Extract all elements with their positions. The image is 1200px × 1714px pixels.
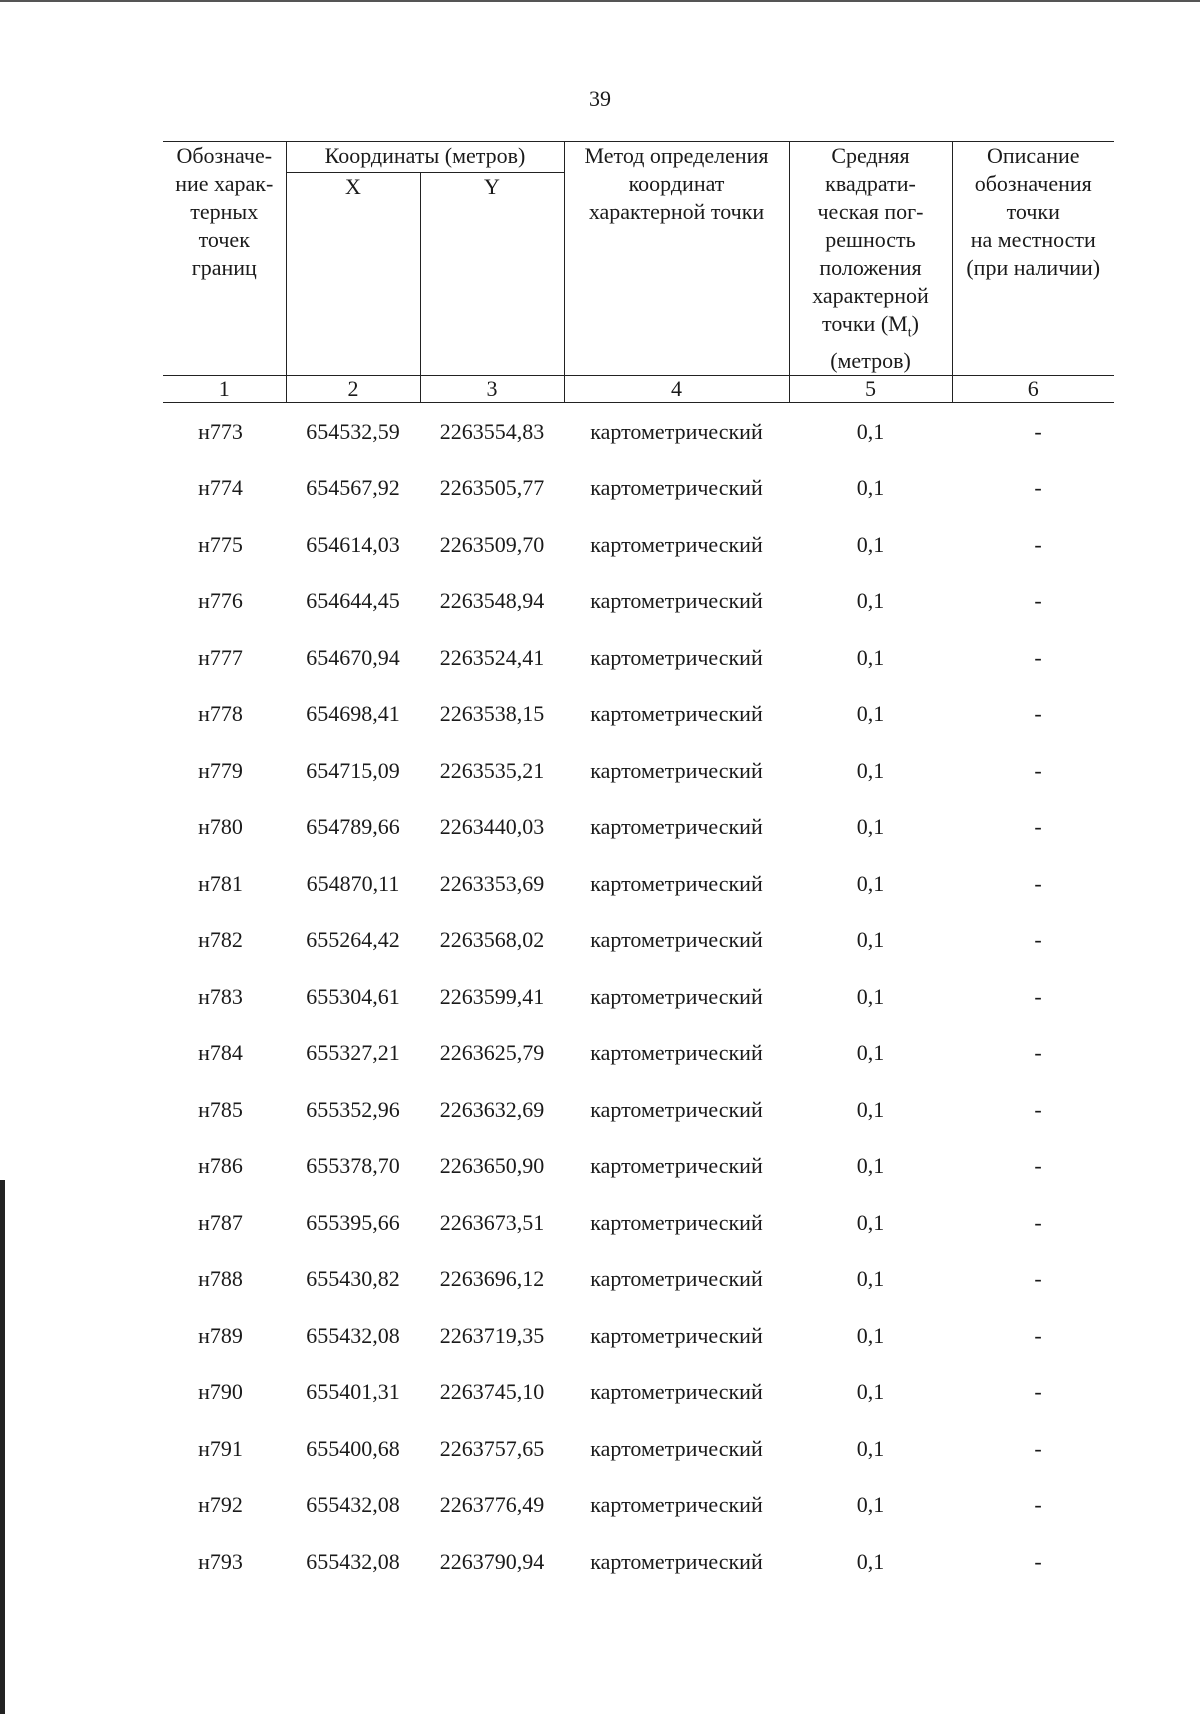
method: картометрический	[590, 1492, 763, 1518]
point-id: н793	[198, 1548, 243, 1574]
point-id: н783	[198, 983, 243, 1009]
coord-x: 655430,82	[306, 1266, 400, 1292]
header-subscript: t	[907, 325, 912, 341]
coord-y: 2263696,12	[439, 1266, 545, 1292]
point-id: н776	[198, 588, 243, 614]
column-number: 5	[789, 376, 952, 403]
error-value: 0,1	[856, 1096, 885, 1122]
header-line: характерной точки	[588, 199, 765, 224]
coord-x: 655432,08	[306, 1322, 400, 1348]
coord-x: 655432,08	[306, 1548, 400, 1574]
error-value: 0,1	[856, 870, 885, 896]
method: картометрический	[590, 1040, 763, 1066]
description: -	[1034, 1379, 1042, 1405]
table-row	[163, 1251, 1114, 1308]
method: картометрический	[590, 870, 763, 896]
coord-x: 655304,61	[306, 983, 400, 1009]
table-row	[163, 460, 1114, 517]
error-value: 0,1	[856, 418, 885, 444]
header-row	[163, 142, 1114, 173]
table-row	[163, 1364, 1114, 1421]
error-value: 0,1	[856, 927, 885, 953]
method: картометрический	[590, 1322, 763, 1348]
description: -	[1034, 588, 1042, 614]
error-value: 0,1	[856, 475, 885, 501]
column-number-row	[163, 376, 1114, 403]
header-line: квадрати-	[825, 171, 916, 196]
coord-y: 2263505,77	[439, 475, 545, 501]
coord-x: 654698,41	[306, 701, 400, 727]
error-value: 0,1	[856, 588, 885, 614]
point-id: н792	[198, 1492, 243, 1518]
point-id: н782	[198, 927, 243, 953]
description: -	[1034, 1153, 1042, 1179]
header-method	[564, 142, 789, 376]
method: картометрический	[590, 1435, 763, 1461]
header-line: Средняя	[831, 143, 910, 168]
coord-y: 2263650,90	[439, 1153, 545, 1179]
method: картометрический	[590, 588, 763, 614]
error-value: 0,1	[856, 814, 885, 840]
method: картометрический	[590, 1266, 763, 1292]
header-line: терных	[190, 199, 259, 224]
coord-y: 2263548,94	[439, 588, 545, 614]
table-row	[163, 1138, 1114, 1195]
error-value: 0,1	[856, 983, 885, 1009]
table-row	[163, 1081, 1114, 1138]
description: -	[1034, 1322, 1042, 1348]
coord-y: 2263353,69	[439, 870, 545, 896]
coord-x: 654614,03	[306, 531, 400, 557]
table-row	[163, 573, 1114, 630]
coord-y: 2263757,65	[439, 1435, 545, 1461]
header-line: обозначения	[974, 171, 1092, 196]
error-value: 0,1	[856, 1153, 885, 1179]
column-number: 1	[163, 376, 286, 403]
coord-x: 655378,70	[306, 1153, 400, 1179]
table-row	[163, 799, 1114, 856]
point-id: н778	[198, 701, 243, 727]
table-row	[163, 1025, 1114, 1082]
coord-y: 2263535,21	[439, 757, 545, 783]
error-value: 0,1	[856, 1040, 885, 1066]
header-line: на местности	[970, 227, 1096, 252]
description: -	[1034, 701, 1042, 727]
header-line: (при наличии)	[966, 255, 1101, 280]
header-line: ние харак-	[175, 171, 274, 196]
header-line: Обозначе-	[176, 143, 273, 168]
coord-y: 2263625,79	[439, 1040, 545, 1066]
coord-y: 2263599,41	[439, 983, 545, 1009]
column-number: 3	[420, 376, 564, 403]
description: -	[1034, 531, 1042, 557]
table-row	[163, 968, 1114, 1025]
method: картометрический	[590, 1153, 763, 1179]
description: -	[1034, 1266, 1042, 1292]
error-value: 0,1	[856, 1435, 885, 1461]
error-value: 0,1	[856, 1379, 885, 1405]
coord-x: 654789,66	[306, 814, 400, 840]
coord-y: 2263440,03	[439, 814, 545, 840]
coord-x: 655400,68	[306, 1435, 400, 1461]
method: картометрический	[590, 701, 763, 727]
header-line: (метров)	[830, 348, 911, 374]
point-id: н773	[198, 418, 243, 444]
error-value: 0,1	[856, 1548, 885, 1574]
column-number: 6	[952, 376, 1114, 403]
header-line: точки	[1006, 199, 1060, 224]
coord-y: 2263509,70	[439, 531, 545, 557]
coord-y: 2263776,49	[439, 1492, 545, 1518]
header-description	[952, 142, 1114, 376]
header-text: точки (M	[822, 311, 908, 336]
header-y: Y	[420, 172, 564, 376]
table-row	[163, 686, 1114, 743]
point-id: н781	[198, 870, 243, 896]
header-mean-square-error	[789, 142, 952, 376]
table-row	[163, 516, 1114, 573]
table-row	[163, 403, 1114, 460]
description: -	[1034, 870, 1042, 896]
method: картометрический	[590, 1209, 763, 1235]
scan-edge-top	[0, 0, 1200, 2]
description: -	[1034, 1209, 1042, 1235]
table-row	[163, 855, 1114, 912]
coord-x: 655401,31	[306, 1379, 400, 1405]
header-line: точек	[198, 227, 250, 252]
header-x: X	[286, 172, 420, 376]
point-id: н785	[198, 1096, 243, 1122]
header-line: характерной	[812, 283, 929, 308]
coord-y: 2263719,35	[439, 1322, 545, 1348]
coord-y: 2263790,94	[439, 1548, 545, 1574]
description: -	[1034, 1435, 1042, 1461]
header-line	[792, 310, 950, 347]
description: -	[1034, 983, 1042, 1009]
point-id: н788	[198, 1266, 243, 1292]
point-id: н777	[198, 644, 243, 670]
error-value: 0,1	[856, 531, 885, 557]
method: картометрический	[590, 1379, 763, 1405]
header-coordinates-group: Координаты (метров)	[286, 142, 564, 173]
header-line: Описание	[986, 143, 1080, 168]
coord-x: 654567,92	[306, 475, 400, 501]
method: картометрический	[590, 927, 763, 953]
method: картометрический	[590, 757, 763, 783]
description: -	[1034, 1548, 1042, 1574]
header-line: координат	[628, 171, 725, 196]
table-row	[163, 1307, 1114, 1364]
point-id: н775	[198, 531, 243, 557]
error-value: 0,1	[856, 757, 885, 783]
table-row	[163, 629, 1114, 686]
method: картометрический	[590, 814, 763, 840]
page-number: 39	[589, 86, 611, 111]
description: -	[1034, 757, 1042, 783]
point-id: н780	[198, 814, 243, 840]
error-value: 0,1	[856, 1209, 885, 1235]
header-line: границ	[191, 255, 257, 280]
table-row	[163, 912, 1114, 969]
header-line: Метод определения	[584, 143, 769, 168]
table-row	[163, 742, 1114, 799]
point-id: н784	[198, 1040, 243, 1066]
header-line: ческая пог-	[817, 199, 924, 224]
point-id: н789	[198, 1322, 243, 1348]
header-text: )	[911, 311, 919, 336]
coord-x: 654532,59	[306, 418, 400, 444]
method: картометрический	[590, 1548, 763, 1574]
coord-x: 655264,42	[306, 927, 400, 953]
coord-x: 654715,09	[306, 757, 400, 783]
column-number: 2	[286, 376, 420, 403]
table-row	[163, 1477, 1114, 1534]
coord-x: 655327,21	[306, 1040, 400, 1066]
point-id: н787	[198, 1209, 243, 1235]
error-value: 0,1	[856, 1492, 885, 1518]
coord-y: 2263538,15	[439, 701, 545, 727]
coord-x: 654670,94	[306, 644, 400, 670]
scan-edge-left	[0, 1180, 5, 1714]
point-id: н774	[198, 475, 243, 501]
coord-x: 655352,96	[306, 1096, 400, 1122]
table-row	[163, 1194, 1114, 1251]
description: -	[1034, 1492, 1042, 1518]
method: картометрический	[590, 1096, 763, 1122]
header-line: положения	[819, 255, 922, 280]
description: -	[1034, 644, 1042, 670]
description: -	[1034, 1040, 1042, 1066]
method: картометрический	[590, 531, 763, 557]
description: -	[1034, 418, 1042, 444]
coord-x: 655395,66	[306, 1209, 400, 1235]
coord-x: 655432,08	[306, 1492, 400, 1518]
method: картометрический	[590, 644, 763, 670]
point-id: н791	[198, 1435, 243, 1461]
coordinates-table	[163, 141, 1114, 1590]
header-point-designation	[163, 142, 286, 376]
method: картометрический	[590, 418, 763, 444]
error-value: 0,1	[856, 1322, 885, 1348]
error-value: 0,1	[856, 644, 885, 670]
header-line: решность	[825, 227, 916, 252]
coord-y: 2263745,10	[439, 1379, 545, 1405]
description: -	[1034, 814, 1042, 840]
description: -	[1034, 475, 1042, 501]
point-id: н786	[198, 1153, 243, 1179]
coord-y: 2263554,83	[439, 418, 545, 444]
table-row	[163, 1533, 1114, 1590]
description: -	[1034, 927, 1042, 953]
coord-y: 2263673,51	[439, 1209, 545, 1235]
method: картометрический	[590, 475, 763, 501]
column-number: 4	[564, 376, 789, 403]
method: картометрический	[590, 983, 763, 1009]
coord-x: 654644,45	[306, 588, 400, 614]
coord-y: 2263632,69	[439, 1096, 545, 1122]
error-value: 0,1	[856, 701, 885, 727]
point-id: н790	[198, 1379, 243, 1405]
point-id: н779	[198, 757, 243, 783]
coord-x: 654870,11	[306, 870, 400, 896]
error-value: 0,1	[856, 1266, 885, 1292]
table-row	[163, 1420, 1114, 1477]
coord-y: 2263568,02	[439, 927, 545, 953]
description: -	[1034, 1096, 1042, 1122]
coord-y: 2263524,41	[439, 644, 545, 670]
